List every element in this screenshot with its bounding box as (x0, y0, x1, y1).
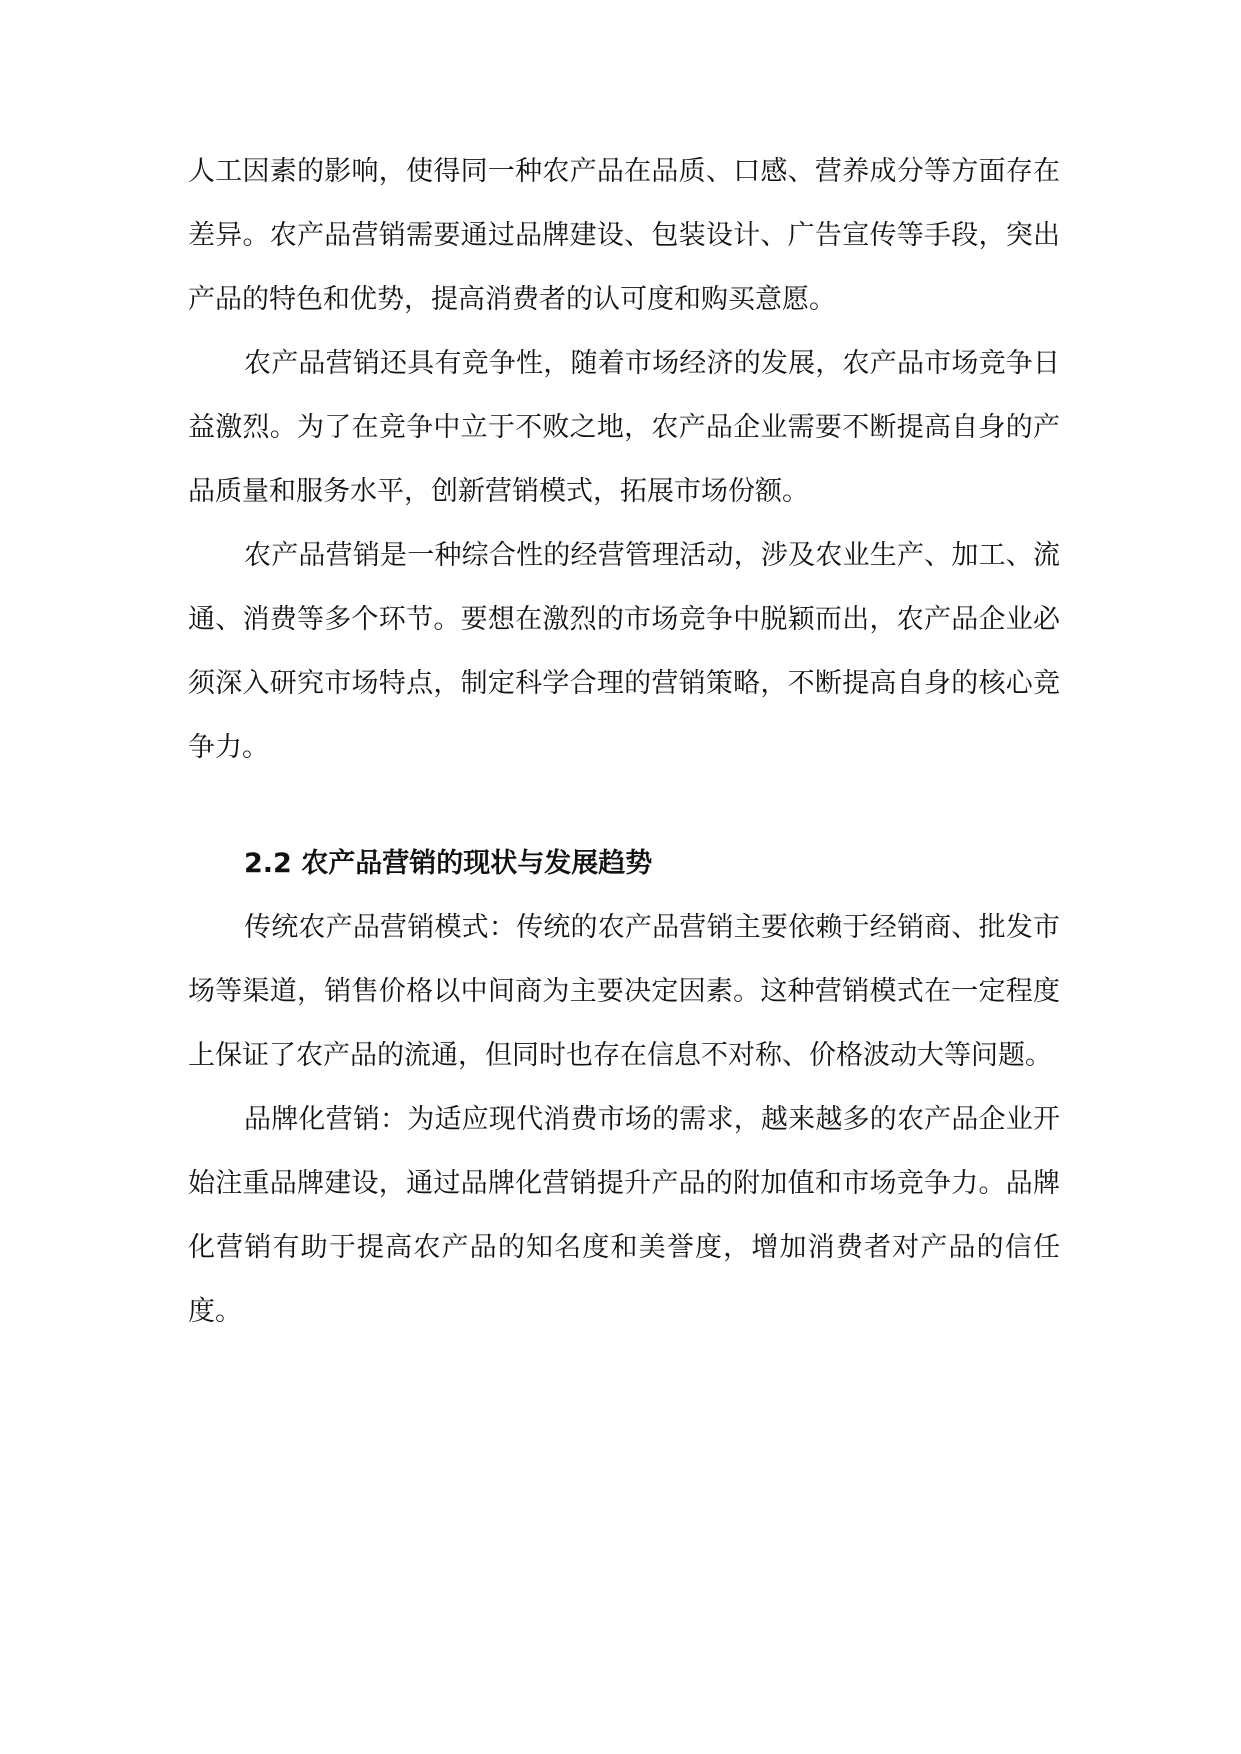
section-heading: 2.2 农产品营销的现状与发展趋势 (244, 848, 653, 879)
paragraph-competition: 农产品营销还具有竞争性，随着市场经济的发展，农产品市场竞争日益激烈。为了在竞争中立于不败之地，农产品企业需要不断提高自身的产品质量和服务水平，创新营销模式，拓展市场份额。 (188, 348, 1060, 507)
paragraph-brand-marketing: 品牌化营销：为适应现代消费市场的需求，越来越多的农产品企业开始注重品牌建设，通过品牌化营销提升产品的附加值和市场竞争力。品牌化营销有助于提高农产品的知名度和美誉度，增加消费者对产品的信任度。 (188, 1104, 1060, 1327)
paragraph-comprehensive-activity: 农产品营销是一种综合性的经营管理活动，涉及农业生产、加工、流通、消费等多个环节。要想在激烈的市场竞争中脱颖而出，农产品企业必须深入研究市场特点，制定科学合理的营销策略，不断提高自身的核心竞争力。 (188, 540, 1060, 763)
document-body (188, 140, 1060, 1344)
paragraph-traditional-model: 传统农产品营销模式：传统的农产品营销主要依赖于经销商、批发市场等渠道，销售价格以中间商为主要决定因素。这种营销模式在一定程度上保证了农产品的流通，但同时也存在信息不对称、价格波动大等问题。 (188, 912, 1060, 1071)
paragraph-continuation: 人工因素的影响，使得同一种农产品在品质、口感、营养成分等方面存在差异。农产品营销需要通过品牌建设、包装设计、广告宣传等手段，突出产品的特色和优势，提高消费者的认可度和购买意愿。 (188, 156, 1060, 315)
